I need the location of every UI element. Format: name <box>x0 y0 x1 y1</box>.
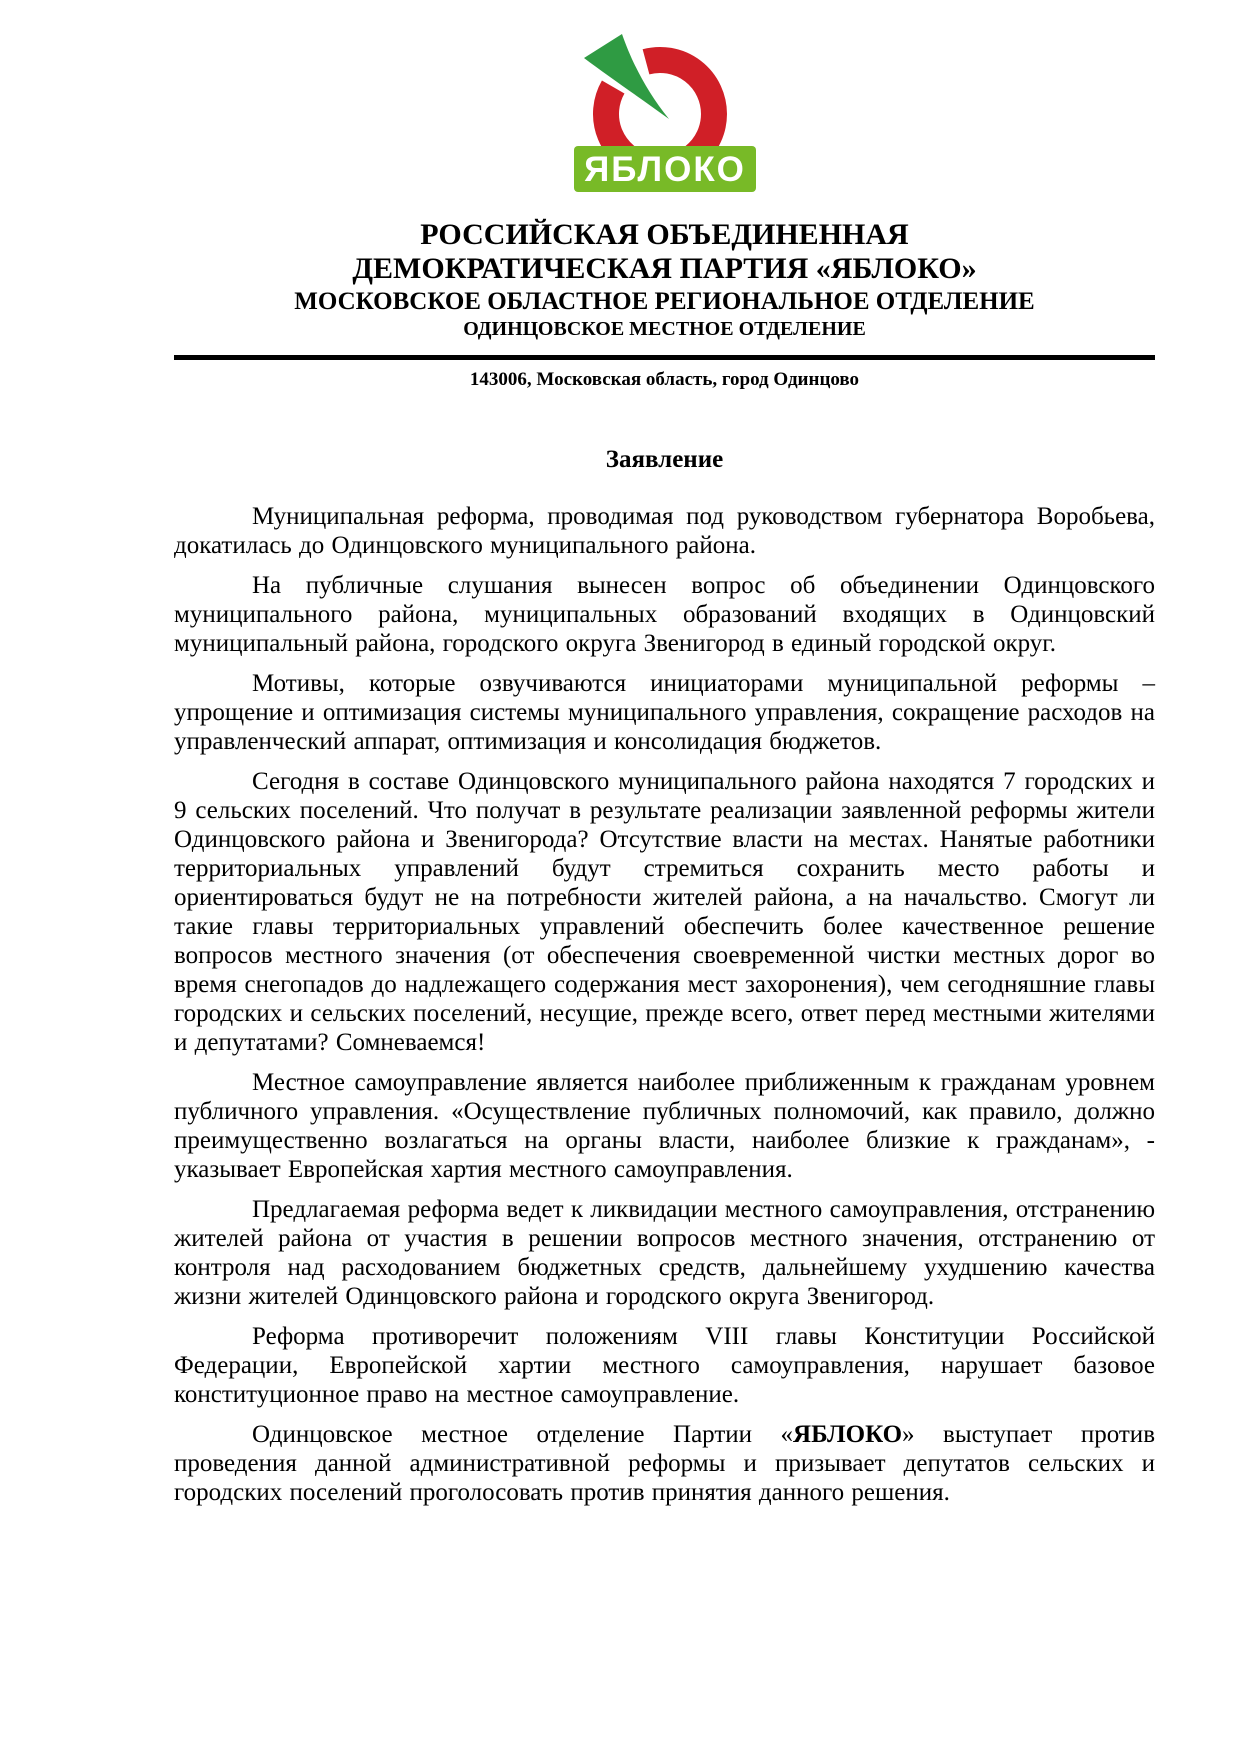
address-line: 143006, Московская область, город Одинцово <box>469 369 860 390</box>
logo-banner-text: ЯБЛОКО <box>583 150 746 189</box>
paragraph-7: Реформа противоречит положениям VIII главы Конституции Российской Федерации, Европейской хартии местного самоуправления, нарушает базовое конституционное право на местное самоуправление. <box>174 1323 1155 1408</box>
local-branch-line: ОДИНЦОВСКОЕ МЕСТНОЕ ОТДЕЛЕНИЕ <box>463 318 866 340</box>
closing-paragraph-post: » выступает против проведения данной административной реформы и призывает депутатов сельских и городских поселений проголосовать против принятия данного решения. <box>174 1421 1155 1506</box>
document-title: Заявление <box>605 446 724 473</box>
party-name-line-1: РОССИЙСКАЯ ОБЪЕДИНЕННАЯ <box>420 218 909 251</box>
yabloko-logo <box>174 0 1155 198</box>
yabloko-logo-graphic <box>570 28 760 193</box>
regional-branch-line: МОСКОВСКОЕ ОБЛАСТНОЕ РЕГИОНАЛЬНОЕ ОТДЕЛЕНИЕ <box>294 288 1035 315</box>
separator-rule <box>174 355 1155 360</box>
party-name-emphasis: ЯБЛОКО <box>793 1421 903 1448</box>
paragraph-4: Сегодня в составе Одинцовского муниципального района находятся 7 городских и 9 сельских поселений. Что получат в результате реализации заявленной реформы жители Одинцовского района и Звенигорода? Отсутствие власти на местах. Нанятые работники территориальных управлений будут стремиться сохранить место работы и ориентироваться будут не на потребности жителей района, а на начальство. Смогут ли такие главы территориальных управлений обеспечить более качественное решение вопросов местного значения (от обеспечения своевременной чистки местных дорог во время снегопадов до надлежащего содержания мест захоронения), чем сегодняшние главы городских и сельских поселений, несущие, прежде всего, ответ перед местными жителями и депутатами? Сомневаемся! <box>174 768 1155 1056</box>
party-name-line-2: ДЕМОКРАТИЧЕСКАЯ ПАРТИЯ «ЯБЛОКО» <box>352 252 977 285</box>
closing-paragraph-pre: Одинцовское местное отделение Партии « <box>252 1421 794 1448</box>
paragraph-1: Муниципальная реформа, проводимая под руководством губернатора Воробьева, докатилась до Одинцовского муниципального района. <box>174 503 1155 559</box>
organization-header <box>174 218 1155 342</box>
document-body <box>174 502 1155 1507</box>
document-content <box>174 0 1155 1507</box>
closing-paragraph <box>174 1420 1155 1507</box>
paragraph-2: На публичные слушания вынесен вопрос об объединении Одинцовского муниципального района, муниципальных образований входящих в Одинцовский муниципальный района, городского округа Звенигород в единый городской округ. <box>174 572 1155 657</box>
paragraph-3: Мотивы, которые озвучиваются инициаторами муниципальной реформы – упрощение и оптимизация системы муниципального управления, сокращение расходов на управленческий аппарат, оптимизация и консолидация бюджетов. <box>174 670 1155 755</box>
paragraph-5: Местное самоуправление является наиболее приближенным к гражданам уровнем публичного управления. «Осуществление публичных полномочий, как правило, должно преимущественно возлагаться на органы власти, наиболее близкие к гражданам», - указывает Европейская хартия местного самоуправления. <box>174 1069 1155 1183</box>
paragraph-6: Предлагаемая реформа ведет к ликвидации местного самоуправления, отстранению жителей района от участия в решении вопросов местного значения, отстранению от контроля над расходованием бюджетных средств, дальнейшему ухудшению качества жизни жителей Одинцовского района и городского округа Звенигород. <box>174 1196 1155 1310</box>
